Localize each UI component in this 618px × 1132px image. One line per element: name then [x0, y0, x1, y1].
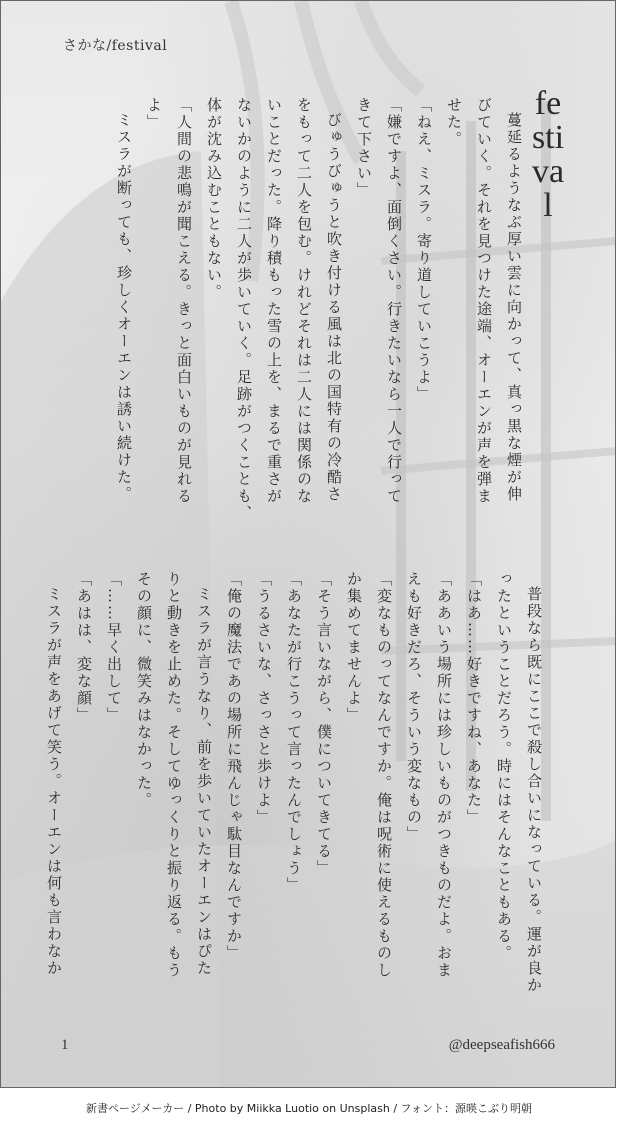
text-line: 「ねえ、ミスラ。寄り道していこうよ」 [415, 97, 433, 403]
text-line: 「変なものってなんですか。俺は呪術に使えるものし [375, 571, 393, 979]
text-line: 「うるさいな、さっさと歩けよ」 [255, 571, 273, 826]
text-line: 「ああいう場所には珍しいものがつきものだよ。おま [435, 571, 453, 979]
text-line: いことだった。降り積もった雪の上を、まるで重さが [265, 97, 283, 505]
text-line: 「そう言いながら、僕についてきてる」 [315, 571, 333, 877]
text-line: をもって二人を包む。けれどそれは二人には関係のな [295, 97, 313, 505]
text-line: きて下さい」 [355, 97, 373, 199]
text-line: 「俺の魔法であの場所に飛んじゃ駄目なんですか」 [225, 571, 243, 962]
text-line: 「あなたが行こうって言ったんでしょう」 [285, 571, 303, 894]
upper-text-block [109, 97, 529, 521]
author-handle: @deepseafish666 [448, 1037, 555, 1053]
text-line: その顔に、微笑みはなかった。 [135, 571, 153, 809]
text-line: せた。 [445, 97, 463, 148]
text-line: りと動きを止めた。そしてゆっくりと振り返る。もう [165, 571, 183, 979]
text-line: 「……早く出して」 [105, 571, 123, 724]
text-line: びていく。それを見つけた途端、オーエンが声を弾ま [475, 97, 493, 505]
text-line: か集めてませんよ」 [345, 571, 363, 724]
text-line: 「はあ……好きですね、あなた」 [465, 571, 483, 826]
chapter-title: festival [531, 85, 565, 224]
series-label: さかな/festival [63, 38, 168, 54]
text-line: ったということだろう。時にはそんなこともある。 [495, 571, 513, 962]
text-line: 普段なら既にここで殺し合いになっている。運が良か [525, 586, 543, 994]
text-line: ミスラが言うなり、前を歩いていたオーエンはぴた [195, 586, 213, 977]
text-line: 「人間の悲鳴が聞こえる。きっと面白いものが見れる [175, 97, 193, 505]
text-line: びゅうびゅうと吹き付ける風は北の国特有の冷酷さ [325, 112, 343, 503]
text-line: 「嫌ですよ、面倒くさい。行きたいなら一人で行って [385, 97, 403, 505]
page-number: 1 [61, 1037, 69, 1053]
text-line: 蔓延るようなぶ厚い雲に向かって、真っ黒な煙が伸 [505, 112, 523, 503]
text-line: ないかのように二人が歩いていく。足跡がつくことも、 [235, 97, 253, 522]
text-line: ミスラが声をあげて笑う。オーエンは何も言わなか [45, 586, 63, 977]
credit-line: 新書ページメーカー / Photo by Miikka Luotio on Unsplash / フォント：源暎こぶり明朝 [86, 1102, 532, 1115]
text-line: ミスラが断っても、珍しくオーエンは誘い続けた。 [115, 112, 133, 503]
text-line: 「あはは、変な顔」 [75, 571, 93, 724]
lower-text-block [39, 571, 549, 1011]
text-line: よ」 [145, 97, 163, 131]
text-line: えも好きだろ、そういう変なもの」 [405, 571, 423, 843]
text-line: 体が沈み込むこともない。 [205, 97, 223, 301]
